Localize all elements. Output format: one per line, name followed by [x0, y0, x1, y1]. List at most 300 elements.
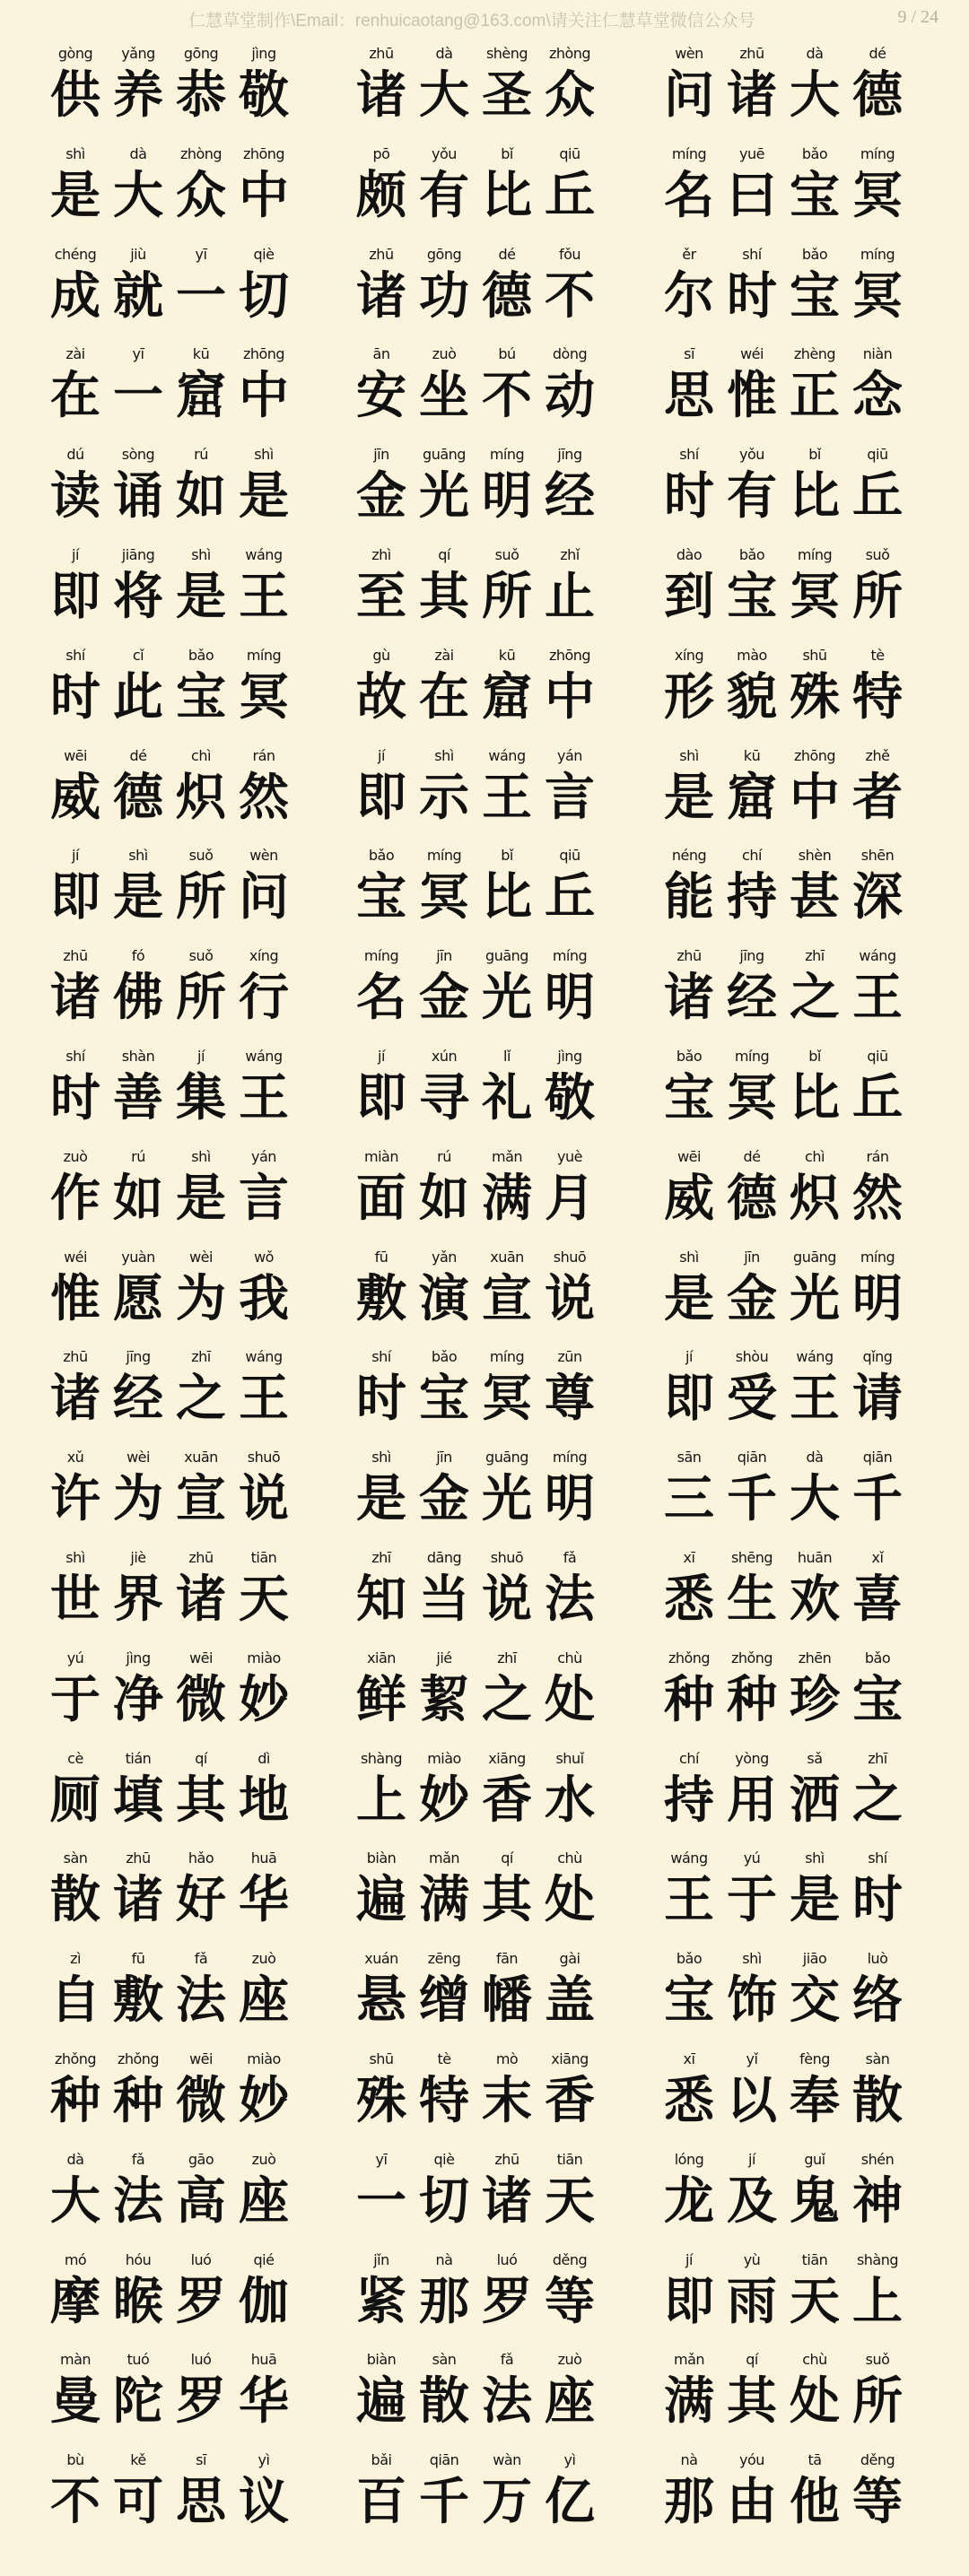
hanzi-character: 其 [482, 1871, 532, 1930]
pinyin-text: chì [805, 1147, 825, 1165]
hanzi-character: 能 [664, 868, 714, 927]
character-unit [228, 838, 300, 938]
pinyin-text: sǎ [807, 1749, 823, 1767]
hanzi-character: 冥 [790, 567, 840, 626]
hanzi-character: 诸 [727, 66, 777, 125]
hanzi-character: 盖 [545, 1971, 595, 2031]
hanzi-character: 诸 [50, 969, 100, 1028]
hanzi-character: 处 [545, 1670, 595, 1729]
hanzi-character: 在 [419, 667, 469, 727]
verse-phrase [39, 738, 327, 839]
pinyin-text: shì [679, 1248, 699, 1266]
pinyin-text: fǎ [563, 1548, 577, 1566]
hanzi-character: 然 [239, 768, 289, 827]
pinyin-text: bǎo [676, 1047, 703, 1065]
pinyin-text: ān [372, 345, 390, 363]
character-unit [534, 938, 606, 1039]
pinyin-text: qí [438, 545, 450, 563]
character-unit [842, 437, 913, 537]
character-unit [534, 1540, 606, 1640]
hanzi-character: 时 [852, 1871, 903, 1930]
hanzi-character: 议 [239, 2473, 289, 2532]
pinyin-text: xuán [364, 1950, 398, 1968]
pinyin-text: wáng [670, 1849, 708, 1867]
hanzi-character: 天 [545, 2171, 595, 2231]
pinyin-text: dé [498, 245, 516, 263]
verse-phrase [39, 1039, 327, 1139]
hanzi-character: 善 [113, 1068, 163, 1127]
hanzi-character: 供 [50, 66, 100, 125]
verse-phrase [345, 1240, 633, 1340]
character-unit [842, 738, 913, 839]
pinyin-text: wǒ [254, 1248, 274, 1266]
verse-phrase [345, 1640, 633, 1741]
pinyin-text: zhōng [242, 345, 285, 363]
pinyin-text: wéi [740, 345, 764, 363]
hanzi-character: 华 [239, 2372, 289, 2432]
character-unit [842, 2342, 913, 2442]
hanzi-character: 罗 [176, 2372, 226, 2432]
verse-phrase [345, 1339, 633, 1440]
pinyin-text: mǎn [491, 1147, 523, 1165]
verse-phrase [653, 1440, 940, 1540]
hanzi-character: 丘 [545, 166, 595, 225]
hanzi-character: 光 [482, 1470, 532, 1529]
hanzi-character: 说 [545, 1269, 595, 1328]
character-unit [534, 1039, 606, 1139]
pinyin-text: zhī [868, 1749, 887, 1767]
hanzi-character: 之 [790, 969, 840, 1028]
pinyin-text: suǒ [865, 545, 890, 563]
hanzi-character: 天 [239, 1570, 289, 1629]
hanzi-character: 敷 [113, 1971, 163, 2031]
pinyin-text: míng [860, 1248, 895, 1266]
verse-phrase [345, 1139, 633, 1240]
pinyin-text: zhǒng [668, 1649, 711, 1667]
pinyin-text: biàn [366, 1849, 397, 1867]
pinyin-text: niàn [862, 345, 893, 363]
hanzi-character: 经 [545, 467, 595, 527]
hanzi-character: 丘 [852, 1068, 903, 1127]
character-unit [842, 1640, 913, 1741]
pinyin-text: shì [805, 1849, 825, 1867]
hanzi-character: 光 [482, 969, 532, 1028]
hanzi-character: 问 [664, 66, 714, 125]
character-unit [228, 2342, 300, 2442]
pinyin-text: qiè [253, 245, 275, 263]
hanzi-character: 好 [176, 1871, 226, 1930]
pinyin-text: bǐ [808, 446, 821, 464]
pinyin-text: qí [501, 1849, 513, 1867]
verse-phrase [345, 136, 633, 237]
verse-phrase [345, 2041, 633, 2142]
pinyin-text: wèi [127, 1449, 150, 1466]
character-unit [842, 36, 913, 136]
hanzi-character: 遍 [356, 1871, 406, 1930]
pinyin-text: jīng [557, 446, 582, 464]
pinyin-text: zhū [369, 245, 394, 263]
hanzi-character: 尊 [545, 1370, 595, 1429]
hanzi-character: 诵 [113, 467, 163, 527]
pinyin-text: xǐ [871, 1548, 884, 1566]
pinyin-text: shèng [485, 45, 528, 62]
pinyin-text: chù [802, 2351, 827, 2369]
verse-phrase [345, 2342, 633, 2442]
verse-phrase [653, 1240, 940, 1340]
character-unit [534, 2242, 606, 2343]
hanzi-character: 特 [419, 2071, 469, 2130]
verse-phrase [39, 1139, 327, 1240]
hanzi-character: 诸 [113, 1871, 163, 1930]
hanzi-character: 不 [545, 266, 595, 326]
hanzi-character: 缯 [419, 1971, 469, 2031]
pinyin-text: wēi [189, 1649, 213, 1667]
hanzi-character: 香 [545, 2071, 595, 2130]
hanzi-character: 宝 [790, 166, 840, 225]
pinyin-text: mǎn [673, 2351, 705, 2369]
pinyin-text: chù [557, 1649, 582, 1667]
pinyin-text: jié [436, 1649, 452, 1667]
hanzi-character: 成 [50, 266, 100, 326]
pinyin-text: wáng [859, 947, 896, 965]
hanzi-character: 满 [482, 1169, 532, 1228]
pinyin-text: zuò [251, 2150, 276, 2168]
pinyin-text: néng [671, 847, 707, 865]
character-unit [228, 2142, 300, 2242]
pinyin-text: tā [808, 2451, 822, 2469]
hanzi-character: 佛 [113, 969, 163, 1028]
pinyin-text: qí [195, 1749, 207, 1767]
hanzi-character: 礼 [482, 1068, 532, 1127]
pinyin-text: qiān [737, 1449, 767, 1466]
hanzi-character: 宝 [727, 567, 777, 626]
hanzi-character: 许 [50, 1470, 100, 1529]
verse-row [0, 1339, 969, 1440]
hanzi-character: 于 [50, 1670, 100, 1729]
hanzi-character: 交 [790, 1971, 840, 2031]
hanzi-character: 是 [790, 1871, 840, 1930]
pinyin-text: qiū [867, 1047, 888, 1065]
pinyin-text: qiè [433, 2150, 455, 2168]
pinyin-text: shì [65, 144, 85, 162]
pinyin-text: dà [806, 45, 824, 62]
pinyin-text: tuó [127, 2351, 150, 2369]
hanzi-character: 窟 [727, 768, 777, 827]
character-unit [228, 2041, 300, 2142]
pinyin-text: zhū [739, 45, 764, 62]
hanzi-character: 颇 [356, 166, 406, 225]
pinyin-text: xī [683, 2049, 695, 2067]
pinyin-text: xǔ [66, 1449, 84, 1466]
pinyin-text: miàn [364, 1147, 398, 1165]
hanzi-character: 百 [356, 2473, 406, 2532]
verse-row [0, 36, 969, 136]
verse-phrase [345, 2442, 633, 2543]
pinyin-text: jí [197, 1047, 205, 1065]
hanzi-character: 诸 [356, 266, 406, 326]
character-unit [842, 1339, 913, 1440]
pinyin-text: jí [685, 2250, 693, 2268]
pinyin-text: huā [250, 2351, 277, 2369]
hanzi-character: 散 [852, 2071, 903, 2130]
hanzi-character: 明 [545, 1470, 595, 1529]
pinyin-text: zuò [557, 2351, 582, 2369]
hanzi-character: 是 [356, 1470, 406, 1529]
verse-row [0, 2442, 969, 2543]
pinyin-text: jīn [436, 947, 452, 965]
pinyin-text: wáng [488, 746, 526, 764]
hanzi-character: 即 [356, 1068, 406, 1127]
character-unit [228, 1240, 300, 1340]
pinyin-text: bǎo [738, 545, 765, 563]
hanzi-character: 时 [50, 667, 100, 727]
hanzi-character: 请 [852, 1370, 903, 1429]
verse-phrase [39, 1240, 327, 1340]
hanzi-character: 种 [727, 1670, 777, 1729]
pinyin-text: míng [552, 1449, 588, 1466]
character-unit [228, 1540, 300, 1640]
pinyin-text: shì [679, 746, 699, 764]
hanzi-character: 处 [545, 1871, 595, 1930]
character-unit [842, 1841, 913, 1941]
hanzi-character: 洒 [790, 1771, 840, 1830]
hanzi-character: 者 [852, 768, 903, 827]
pinyin-text: kū [743, 746, 761, 764]
pinyin-text: chí [679, 1749, 699, 1767]
pinyin-text: bǐ [501, 847, 513, 865]
verse-row [0, 2041, 969, 2142]
pinyin-text: bǎo [368, 847, 395, 865]
verse-phrase [653, 1540, 940, 1640]
hanzi-character: 千 [852, 1470, 903, 1529]
hanzi-character: 思 [664, 367, 714, 426]
pinyin-text: bǎi [371, 2451, 392, 2469]
verse-row [0, 237, 969, 337]
pinyin-text: míng [489, 446, 525, 464]
pinyin-text: míng [797, 545, 833, 563]
verse-phrase [39, 638, 327, 738]
hanzi-character: 即 [50, 868, 100, 927]
verse-phrase [653, 2142, 940, 2242]
character-unit [534, 838, 606, 938]
pinyin-text: míng [489, 1348, 525, 1366]
pinyin-text: xiāng [551, 2049, 589, 2067]
hanzi-character: 悉 [664, 2071, 714, 2130]
hanzi-character: 金 [419, 969, 469, 1028]
pinyin-text: míng [860, 245, 895, 263]
hanzi-character: 那 [664, 2473, 714, 2532]
hanzi-character: 千 [727, 1470, 777, 1529]
verse-phrase [345, 1941, 633, 2041]
verse-phrase [39, 537, 327, 638]
verse-phrase [345, 437, 633, 537]
hanzi-character: 散 [50, 1871, 100, 1930]
pinyin-text: zēng [427, 1950, 461, 1968]
pinyin-text: qí [746, 2351, 758, 2369]
pinyin-text: zhì [371, 545, 391, 563]
hanzi-character: 大 [790, 1470, 840, 1529]
verse-row [0, 738, 969, 839]
pinyin-text: jīng [126, 1348, 151, 1366]
pinyin-text: sàn [865, 2049, 890, 2067]
hanzi-character: 末 [482, 2071, 532, 2130]
hanzi-character: 宣 [482, 1269, 532, 1328]
hanzi-character: 深 [852, 868, 903, 927]
pinyin-text: zhēn [798, 1649, 832, 1667]
pinyin-text: zhū [677, 947, 702, 965]
hanzi-character: 我 [239, 1269, 289, 1328]
pinyin-text: yù [743, 2250, 761, 2268]
pinyin-text: dé [869, 45, 886, 62]
hanzi-character: 炽 [790, 1169, 840, 1228]
verse-phrase [345, 938, 633, 1039]
pinyin-text: chí [742, 847, 762, 865]
character-unit [842, 1440, 913, 1540]
character-unit [842, 938, 913, 1039]
hanzi-character: 众 [176, 166, 226, 225]
pinyin-text: dào [676, 545, 703, 563]
pinyin-text: bǎo [431, 1348, 458, 1366]
hanzi-character: 演 [419, 1269, 469, 1328]
verse-phrase [653, 36, 940, 136]
hanzi-character: 有 [419, 166, 469, 225]
pinyin-text: qiān [429, 2451, 459, 2469]
scripture-grid [0, 36, 969, 2543]
pinyin-text: fān [495, 1950, 519, 1968]
pinyin-text: shí [65, 1047, 85, 1065]
pinyin-text: rú [437, 1147, 451, 1165]
hanzi-character: 恭 [176, 66, 226, 125]
pinyin-text: jí [72, 545, 79, 563]
hanzi-character: 罗 [176, 2272, 226, 2331]
hanzi-character: 就 [113, 266, 163, 326]
hanzi-character: 行 [239, 969, 289, 1028]
hanzi-character: 所 [852, 2372, 903, 2432]
hanzi-character: 悉 [664, 1570, 714, 1629]
pinyin-text: zhōng [793, 746, 836, 764]
pinyin-text: xuān [490, 1248, 524, 1266]
hanzi-character: 冥 [852, 266, 903, 326]
pinyin-text: miào [247, 2049, 281, 2067]
pinyin-text: bǎo [864, 1649, 891, 1667]
hanzi-character: 王 [852, 969, 903, 1028]
hanzi-character: 座 [545, 2372, 595, 2432]
pinyin-text: qiān [862, 1449, 893, 1466]
pinyin-text: zhōng [242, 144, 285, 162]
hanzi-character: 敷 [356, 1269, 406, 1328]
character-unit [534, 1741, 606, 1841]
hanzi-character: 睺 [113, 2272, 163, 2331]
character-unit [534, 36, 606, 136]
hanzi-character: 神 [852, 2171, 903, 2231]
character-unit [228, 437, 300, 537]
hanzi-character: 此 [113, 667, 163, 727]
pinyin-text: luó [190, 2351, 212, 2369]
hanzi-character: 散 [419, 2372, 469, 2432]
hanzi-character: 由 [727, 2473, 777, 2532]
pinyin-text: shì [254, 446, 274, 464]
hanzi-character: 一 [356, 2171, 406, 2231]
hanzi-character: 然 [852, 1169, 903, 1228]
hanzi-character: 名 [664, 166, 714, 225]
character-unit [534, 1841, 606, 1941]
pinyin-text: shì [191, 545, 211, 563]
hanzi-character: 集 [176, 1068, 226, 1127]
pinyin-text: fǎ [500, 2351, 514, 2369]
pinyin-text: zuò [251, 1950, 276, 1968]
hanzi-character: 至 [356, 567, 406, 626]
hanzi-character: 是 [176, 1169, 226, 1228]
pinyin-text: bǎo [188, 646, 214, 664]
verse-phrase [653, 1139, 940, 1240]
pinyin-text: jiù [130, 245, 146, 263]
page-number: 9 / 24 [897, 7, 938, 27]
pinyin-text: zuò [63, 1147, 88, 1165]
verse-phrase [39, 938, 327, 1039]
pinyin-text: zhòng [548, 45, 591, 62]
hanzi-character: 作 [50, 1169, 100, 1228]
character-unit [842, 2242, 913, 2343]
pinyin-text: zhū [494, 2150, 519, 2168]
hanzi-character: 敬 [239, 66, 289, 125]
character-unit [228, 2442, 300, 2543]
verse-row [0, 2142, 969, 2242]
hanzi-character: 持 [664, 1771, 714, 1830]
pinyin-text: lǐ [503, 1047, 511, 1065]
pinyin-text: miào [427, 1749, 461, 1767]
pinyin-text: sī [684, 345, 694, 363]
verse-phrase [653, 1339, 940, 1440]
hanzi-character: 比 [482, 166, 532, 225]
hanzi-character: 用 [727, 1771, 777, 1830]
pinyin-text: fǎ [194, 1950, 208, 1968]
character-unit [534, 1240, 606, 1340]
pinyin-text: tián [125, 1749, 152, 1767]
pinyin-text: guāng [423, 446, 466, 464]
pinyin-text: mǎn [428, 1849, 460, 1867]
verse-phrase [39, 36, 327, 136]
pinyin-text: yì [258, 2451, 270, 2469]
pinyin-text: shí [742, 245, 762, 263]
character-unit [228, 1841, 300, 1941]
hanzi-character: 可 [113, 2473, 163, 2532]
hanzi-character: 陀 [113, 2372, 163, 2432]
verse-row [0, 2342, 969, 2442]
verse-phrase [39, 2041, 327, 2142]
hanzi-character: 貌 [727, 667, 777, 727]
verse-phrase [653, 1039, 940, 1139]
hanzi-character: 所 [176, 969, 226, 1028]
pinyin-text: màn [59, 2351, 92, 2369]
verse-row [0, 938, 969, 1039]
pinyin-text: sàn [63, 1849, 88, 1867]
hanzi-character: 时 [50, 1068, 100, 1127]
hanzi-character: 宝 [176, 667, 226, 727]
hanzi-character: 所 [176, 868, 226, 927]
hanzi-character: 安 [356, 367, 406, 426]
verse-phrase [653, 2041, 940, 2142]
hanzi-character: 上 [852, 2272, 903, 2331]
hanzi-character: 说 [239, 1470, 289, 1529]
hanzi-character: 奉 [790, 2071, 840, 2130]
pinyin-text: shàng [360, 1749, 403, 1767]
verse-row [0, 1139, 969, 1240]
hanzi-character: 为 [176, 1269, 226, 1328]
hanzi-character: 微 [176, 2071, 226, 2130]
pinyin-text: jí [685, 1348, 693, 1366]
pinyin-text: zhǒng [117, 2049, 160, 2067]
hanzi-character: 万 [482, 2473, 532, 2532]
